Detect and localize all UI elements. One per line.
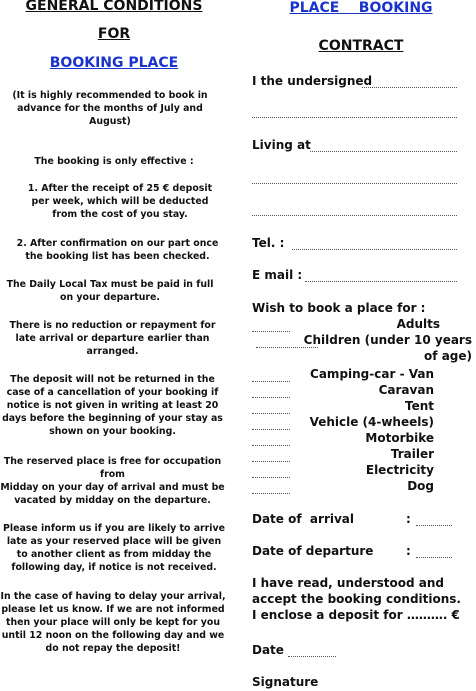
electricity-field[interactable] [252, 477, 290, 478]
undersigned-field[interactable] [362, 87, 457, 88]
trailer-label: Trailer [390, 447, 434, 461]
general-conditions-title: GENERAL CONDITIONS [25, 0, 203, 14]
wish-label: Wish to book a place for : [252, 301, 426, 315]
intro-text: (It is highly recommended to book in advance for the months of July and August) [12, 90, 208, 127]
deposit-text: The deposit will not be returned in the case of a cancellation of your booking if notice is not given in writing at least 20 days before the beginning of your stay as shown on your booking. [2, 374, 223, 437]
arrival-label: Date of arrival [252, 512, 355, 526]
tax-text: The Daily Local Tax must be paid in full on your departure. [6, 279, 214, 303]
arrival-colon: : [406, 512, 411, 526]
booking-contract-column [250, 0, 472, 691]
adults-label: Adults [396, 317, 440, 331]
accept-conditions-text: I have read, understood and accept the booking conditions. I enclose a deposit for ………. € [252, 576, 461, 622]
electricity-label: Electricity [365, 463, 434, 477]
camping-car-label: Camping-car - Van [310, 367, 434, 381]
date-field[interactable] [288, 656, 336, 657]
motorbike-field[interactable] [252, 445, 290, 446]
email-field[interactable] [305, 281, 457, 282]
vehicle-label: Vehicle (4-wheels) [309, 415, 434, 429]
email-label: E mail : [252, 268, 303, 282]
departure-colon: : [406, 544, 411, 558]
dog-field[interactable] [252, 493, 290, 494]
booking-place-heading: BOOKING PLACE [49, 55, 179, 71]
free-place-text-1: The reserved place is free for occupation from [3, 456, 222, 480]
undersigned-field-line-2[interactable] [252, 117, 457, 118]
living-at-field[interactable] [310, 151, 457, 152]
vehicle-field[interactable] [252, 429, 290, 430]
living-at-label: Living at [252, 138, 311, 152]
inform-text: Please inform us if you are likely to arrive late as your reserved place will be given to another client as from midday the following day, if notice is not received. [3, 523, 225, 573]
living-at-field-line-2[interactable] [252, 183, 457, 184]
tent-label: Tent [404, 399, 434, 413]
adults-field[interactable] [252, 331, 290, 332]
delay-text: In the case of having to delay your arrival, please let us know. If we are not informed then your place will only be kept for you until 12 noon on the following day and we do not repay the deposit! [0, 591, 226, 654]
departure-label: Date of departure [252, 544, 374, 558]
tel-label: Tel. : [252, 236, 285, 250]
tent-field[interactable] [252, 413, 290, 414]
departure-date-field[interactable] [416, 557, 452, 558]
caravan-field[interactable] [252, 397, 290, 398]
contract-title: CONTRACT [318, 38, 404, 54]
date-label: Date [252, 643, 284, 657]
children-field[interactable] [256, 347, 318, 348]
children-label: Children (under 10 years [303, 333, 472, 347]
camping-car-field[interactable] [252, 381, 290, 382]
condition-item-2: 2. After confirmation on our part once the booking list has been checked. [16, 238, 219, 262]
no-reduction-text: There is no reduction or repayment for late arrival or departure earlier than arranged. [9, 320, 216, 357]
caravan-label: Caravan [378, 383, 434, 397]
for-heading: FOR [97, 26, 131, 42]
living-at-field-line-3[interactable] [252, 215, 457, 216]
free-place-text-2: Midday on your day of arrival and must be vacated by midday on the departure. [0, 482, 225, 506]
signature-label: Signature [252, 675, 319, 689]
motorbike-label: Motorbike [365, 431, 434, 445]
dog-label: Dog [407, 479, 434, 493]
place-booking-title: PLACE BOOKING [289, 0, 433, 16]
arrival-date-field[interactable] [416, 525, 452, 526]
tel-field[interactable] [292, 249, 457, 250]
effective-text: The booking is only effective : [34, 156, 194, 167]
condition-item-1: 1. After the receipt of 25 € deposit per week, which will be deducted from the cost of you stay. [27, 183, 213, 220]
undersigned-label: I the undersigned [252, 74, 373, 88]
trailer-field[interactable] [252, 461, 290, 462]
children-label-2: of age) [424, 349, 472, 363]
